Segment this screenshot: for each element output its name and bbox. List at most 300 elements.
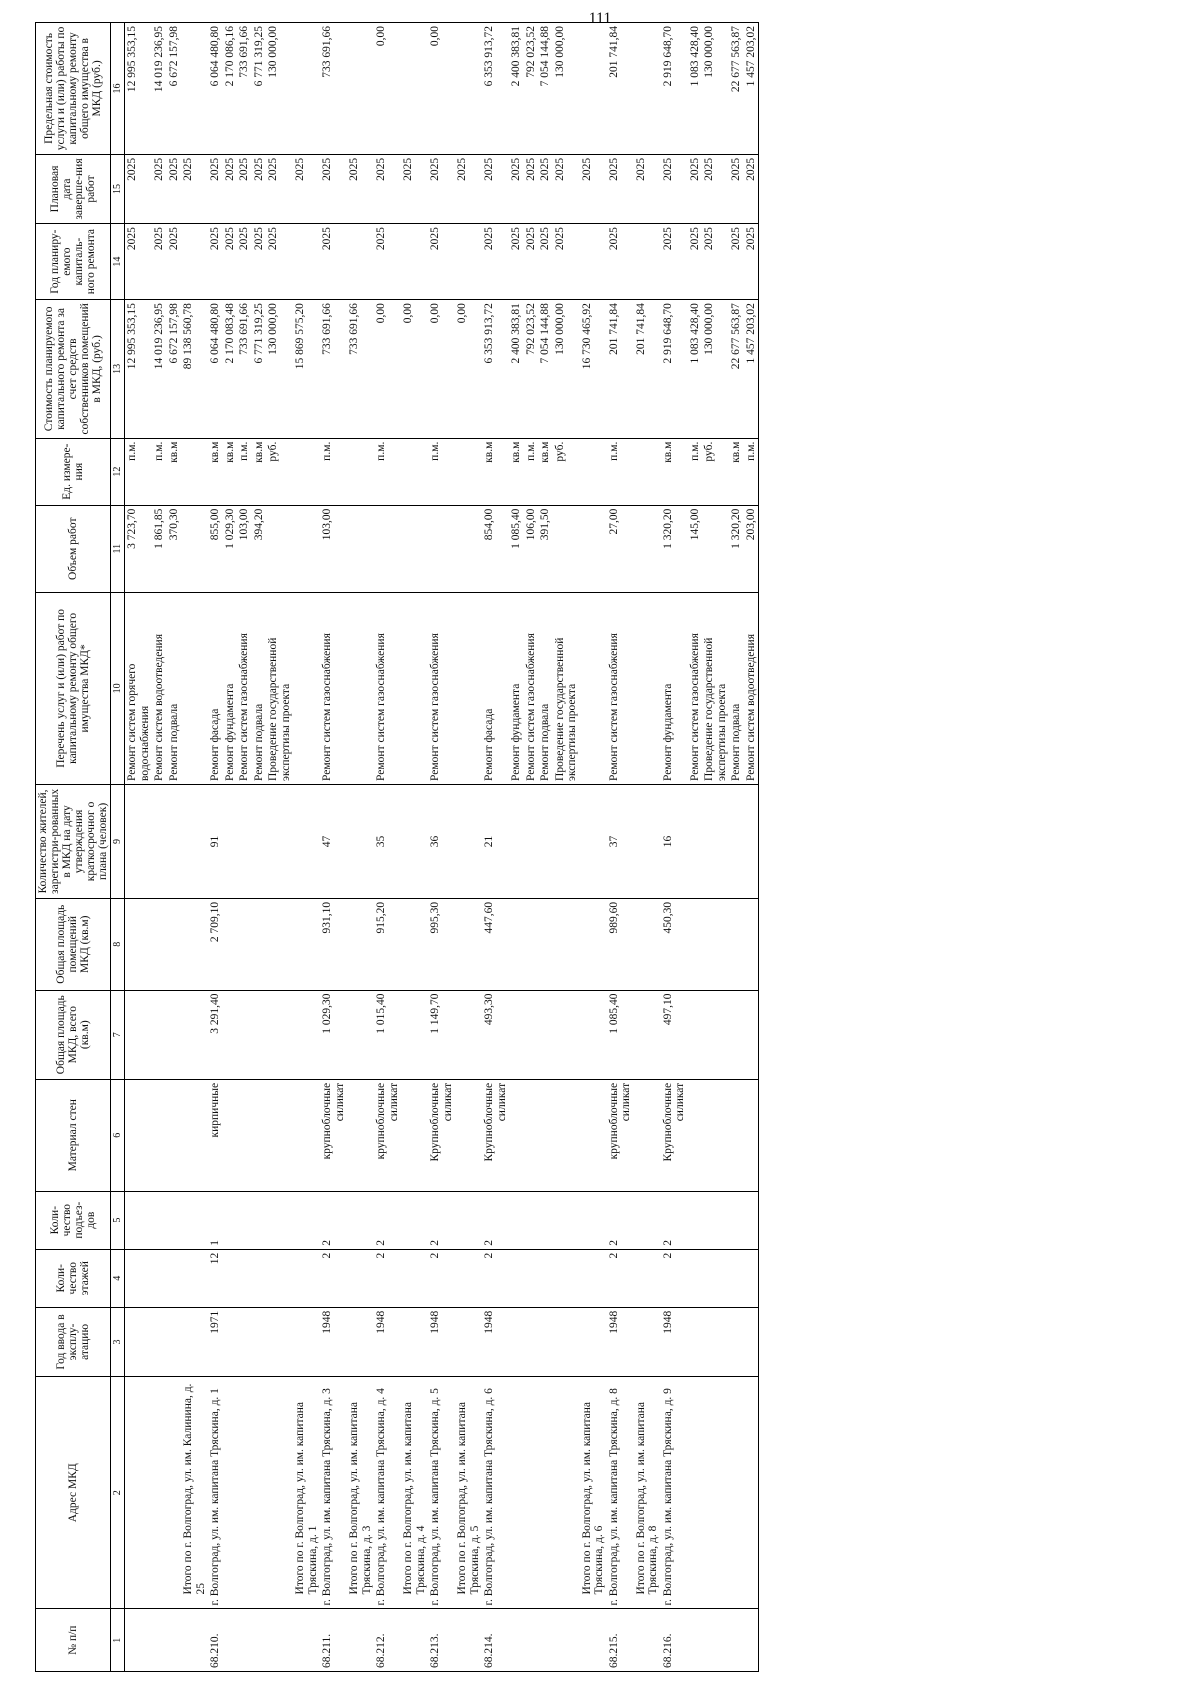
residents-cell: 21 bbox=[482, 784, 509, 898]
column-number: 5 bbox=[111, 1191, 125, 1249]
entrances-cell: 1 bbox=[208, 1191, 223, 1249]
table-row bbox=[729, 23, 744, 1672]
rooms-area-cell bbox=[729, 898, 744, 990]
entrances-cell: 2 bbox=[428, 1191, 455, 1249]
residents-cell: 36 bbox=[428, 784, 455, 898]
subtotal-row bbox=[347, 23, 374, 1672]
unit-cell: п.м. bbox=[744, 438, 759, 505]
volume-cell: 1 861,85 bbox=[152, 505, 167, 592]
column-number: 3 bbox=[111, 1307, 125, 1376]
unit-cell bbox=[181, 438, 208, 505]
rooms-area-cell bbox=[538, 898, 553, 990]
plan-year-cell bbox=[293, 224, 320, 300]
year-cell bbox=[223, 1307, 238, 1376]
max-cost-cell bbox=[580, 23, 607, 155]
wall-material-cell bbox=[688, 1079, 703, 1191]
volume-cell: 1 029,30 bbox=[223, 505, 238, 592]
works-cell bbox=[401, 592, 428, 784]
volume-cell: 854,00 bbox=[482, 505, 509, 592]
column-header: Адрес МКД bbox=[36, 1377, 111, 1609]
wall-material-cell bbox=[223, 1079, 238, 1191]
end-date-cell: 2025 bbox=[223, 154, 238, 223]
works-cell bbox=[455, 592, 482, 784]
entrances-cell bbox=[455, 1191, 482, 1249]
works-cell bbox=[293, 592, 320, 784]
plan-year-cell: 2025 bbox=[167, 224, 182, 300]
address-cell: г. Волгоград, ул. им. капитана Тряскина, д. 8 bbox=[607, 1377, 634, 1609]
entrances-cell bbox=[167, 1191, 182, 1249]
column-number: 13 bbox=[111, 300, 125, 439]
total-area-cell bbox=[538, 990, 553, 1079]
floors-cell: 2 bbox=[320, 1249, 347, 1307]
entrances-cell bbox=[223, 1191, 238, 1249]
floors-cell bbox=[181, 1249, 208, 1307]
cost-cell: 792 023,52 bbox=[524, 300, 539, 439]
works-cell: Ремонт систем водоотведения bbox=[152, 592, 167, 784]
wall-material-cell: крупноблочные силикат bbox=[374, 1079, 401, 1191]
floors-cell bbox=[729, 1249, 744, 1307]
residents-cell bbox=[553, 784, 580, 898]
volume-cell: 1 320,20 bbox=[729, 505, 744, 592]
plan-year-cell bbox=[181, 224, 208, 300]
volume-cell bbox=[374, 505, 401, 592]
address-cell bbox=[266, 1377, 293, 1609]
column-header: Коли-чество этажей bbox=[36, 1249, 111, 1307]
wall-material-cell bbox=[553, 1079, 580, 1191]
row-number bbox=[634, 1609, 661, 1672]
cost-cell: 0,00 bbox=[455, 300, 482, 439]
end-date-cell: 2025 bbox=[538, 154, 553, 223]
rooms-area-cell bbox=[688, 898, 703, 990]
plan-year-cell: 2025 bbox=[688, 224, 703, 300]
address-cell: г. Волгоград, ул. им. капитана Тряскина, д. 1 bbox=[208, 1377, 223, 1609]
floors-cell bbox=[152, 1249, 167, 1307]
cost-cell: 12 995 353,15 bbox=[125, 300, 153, 439]
unit-cell: п.м. bbox=[374, 438, 401, 505]
year-cell: 1971 bbox=[208, 1307, 223, 1376]
residents-cell bbox=[538, 784, 553, 898]
plan-year-cell: 2025 bbox=[374, 224, 401, 300]
column-header: № п/п bbox=[36, 1609, 111, 1672]
cost-cell: 2 400 383,81 bbox=[509, 300, 524, 439]
total-area-cell: 497,10 bbox=[661, 990, 688, 1079]
end-date-cell: 2025 bbox=[347, 154, 374, 223]
address-cell bbox=[152, 1377, 167, 1609]
unit-cell: кв.м bbox=[661, 438, 688, 505]
total-area-cell bbox=[152, 990, 167, 1079]
plan-year-cell: 2025 bbox=[223, 224, 238, 300]
table-row bbox=[482, 23, 509, 1672]
volume-cell: 106,00 bbox=[524, 505, 539, 592]
max-cost-cell bbox=[455, 23, 482, 155]
total-area-cell bbox=[553, 990, 580, 1079]
year-cell bbox=[237, 1307, 252, 1376]
max-cost-cell: 1 083 428,40 bbox=[688, 23, 703, 155]
address-cell bbox=[702, 1377, 729, 1609]
column-number: 4 bbox=[111, 1249, 125, 1307]
column-number: 15 bbox=[111, 154, 125, 223]
end-date-cell: 2025 bbox=[482, 154, 509, 223]
floors-cell bbox=[125, 1249, 153, 1307]
plan-year-cell bbox=[347, 224, 374, 300]
floors-cell bbox=[744, 1249, 759, 1307]
entrances-cell bbox=[634, 1191, 661, 1249]
floors-cell bbox=[237, 1249, 252, 1307]
end-date-cell: 2025 bbox=[455, 154, 482, 223]
wall-material-cell bbox=[266, 1079, 293, 1191]
cost-cell: 130 000,00 bbox=[553, 300, 580, 439]
address-cell bbox=[538, 1377, 553, 1609]
works-cell: Ремонт подвала bbox=[167, 592, 182, 784]
residents-cell bbox=[401, 784, 428, 898]
rooms-area-cell bbox=[167, 898, 182, 990]
plan-year-cell: 2025 bbox=[509, 224, 524, 300]
year-cell bbox=[347, 1307, 374, 1376]
end-date-cell: 2025 bbox=[401, 154, 428, 223]
entrances-cell: 2 bbox=[320, 1191, 347, 1249]
column-header: Общая площадь помещений МКД (кв.м) bbox=[36, 898, 111, 990]
column-header: Общая площадь МКД, всего (кв.м) bbox=[36, 990, 111, 1079]
volume-cell: 1 320,20 bbox=[661, 505, 688, 592]
max-cost-cell: 22 677 563,87 bbox=[729, 23, 744, 155]
address-cell bbox=[729, 1377, 744, 1609]
total-area-cell bbox=[455, 990, 482, 1079]
table-row bbox=[702, 23, 729, 1672]
column-header: Коли-чество подъез-дов bbox=[36, 1191, 111, 1249]
max-cost-cell: 6 353 913,72 bbox=[482, 23, 509, 155]
works-cell: Ремонт фундамента bbox=[661, 592, 688, 784]
row-number bbox=[702, 1609, 729, 1672]
year-cell bbox=[252, 1307, 267, 1376]
row-number bbox=[152, 1609, 167, 1672]
total-area-cell bbox=[580, 990, 607, 1079]
rooms-area-cell bbox=[580, 898, 607, 990]
end-date-cell: 2025 bbox=[661, 154, 688, 223]
total-area-cell bbox=[293, 990, 320, 1079]
residents-cell bbox=[181, 784, 208, 898]
year-cell bbox=[729, 1307, 744, 1376]
row-number bbox=[181, 1609, 208, 1672]
works-cell: Ремонт систем горячего водоснабжения bbox=[125, 592, 153, 784]
entrances-cell: 2 bbox=[374, 1191, 401, 1249]
cost-cell: 22 677 563,87 bbox=[729, 300, 744, 439]
total-area-cell bbox=[125, 990, 153, 1079]
end-date-cell: 2025 bbox=[634, 154, 661, 223]
plan-year-cell: 2025 bbox=[320, 224, 347, 300]
works-cell: Проведение государственной экспертизы проекта bbox=[266, 592, 293, 784]
entrances-cell bbox=[125, 1191, 153, 1249]
volume-cell: 103,00 bbox=[320, 505, 347, 592]
year-cell bbox=[580, 1307, 607, 1376]
unit-cell: п.м. bbox=[524, 438, 539, 505]
address-cell: Итого по г. Волгоград, ул. им. Калинина, д. 25 bbox=[181, 1377, 208, 1609]
year-cell: 1948 bbox=[661, 1307, 688, 1376]
works-cell: Ремонт подвала bbox=[252, 592, 267, 784]
works-cell: Ремонт фасада bbox=[208, 592, 223, 784]
row-number bbox=[688, 1609, 703, 1672]
plan-year-cell: 2025 bbox=[661, 224, 688, 300]
end-date-cell: 2025 bbox=[293, 154, 320, 223]
total-area-cell bbox=[729, 990, 744, 1079]
wall-material-cell bbox=[729, 1079, 744, 1191]
unit-cell: кв.м bbox=[482, 438, 509, 505]
end-date-cell: 2025 bbox=[125, 154, 153, 223]
end-date-cell: 2025 bbox=[509, 154, 524, 223]
total-area-cell bbox=[744, 990, 759, 1079]
volume-cell bbox=[181, 505, 208, 592]
residents-cell bbox=[580, 784, 607, 898]
table-row bbox=[208, 23, 223, 1672]
entrances-cell bbox=[293, 1191, 320, 1249]
entrances-cell bbox=[252, 1191, 267, 1249]
cost-cell: 733 691,66 bbox=[347, 300, 374, 439]
total-area-cell bbox=[524, 990, 539, 1079]
row-number bbox=[401, 1609, 428, 1672]
address-cell: Итого по г. Волгоград, ул. им. капитана Тряскина, д. 8 bbox=[634, 1377, 661, 1609]
unit-cell: кв.м bbox=[509, 438, 524, 505]
cost-cell: 733 691,66 bbox=[320, 300, 347, 439]
header-row bbox=[36, 23, 111, 1672]
cost-cell: 6 064 480,80 bbox=[208, 300, 223, 439]
total-area-cell bbox=[509, 990, 524, 1079]
rooms-area-cell bbox=[744, 898, 759, 990]
rooms-area-cell bbox=[293, 898, 320, 990]
row-number bbox=[524, 1609, 539, 1672]
wall-material-cell bbox=[167, 1079, 182, 1191]
entrances-cell bbox=[580, 1191, 607, 1249]
total-area-cell: 1 015,40 bbox=[374, 990, 401, 1079]
page-number: 111 bbox=[588, 10, 612, 27]
table-row bbox=[509, 23, 524, 1672]
plan-year-cell: 2025 bbox=[553, 224, 580, 300]
plan-year-cell: 2025 bbox=[428, 224, 455, 300]
year-cell bbox=[125, 1307, 153, 1376]
total-area-cell: 3 291,40 bbox=[208, 990, 223, 1079]
works-cell: Ремонт систем газоснабжения bbox=[320, 592, 347, 784]
rooms-area-cell bbox=[455, 898, 482, 990]
volume-cell: 27,00 bbox=[607, 505, 634, 592]
entrances-cell bbox=[237, 1191, 252, 1249]
total-area-cell bbox=[167, 990, 182, 1079]
entrances-cell bbox=[401, 1191, 428, 1249]
plan-year-cell bbox=[455, 224, 482, 300]
cost-cell: 201 741,84 bbox=[634, 300, 661, 439]
volume-cell: 394,20 bbox=[252, 505, 267, 592]
rooms-area-cell: 2 709,10 bbox=[208, 898, 223, 990]
max-cost-cell: 733 691,66 bbox=[237, 23, 252, 155]
row-number bbox=[744, 1609, 759, 1672]
entrances-cell bbox=[181, 1191, 208, 1249]
floors-cell: 2 bbox=[482, 1249, 509, 1307]
residents-cell: 91 bbox=[208, 784, 223, 898]
end-date-cell: 2025 bbox=[553, 154, 580, 223]
floors-cell bbox=[538, 1249, 553, 1307]
row-number: 68.210. bbox=[208, 1609, 223, 1672]
residents-cell bbox=[252, 784, 267, 898]
unit-cell: кв.м bbox=[223, 438, 238, 505]
volume-cell bbox=[580, 505, 607, 592]
max-cost-cell: 6 064 480,80 bbox=[208, 23, 223, 155]
wall-material-cell bbox=[524, 1079, 539, 1191]
residents-cell bbox=[509, 784, 524, 898]
entrances-cell bbox=[688, 1191, 703, 1249]
plan-year-cell: 2025 bbox=[702, 224, 729, 300]
rotated-table-container bbox=[35, 22, 1195, 1672]
max-cost-cell: 14 019 236,95 bbox=[152, 23, 167, 155]
wall-material-cell bbox=[744, 1079, 759, 1191]
row-number bbox=[347, 1609, 374, 1672]
unit-cell: руб. bbox=[702, 438, 729, 505]
unit-cell: кв.м bbox=[252, 438, 267, 505]
residents-cell bbox=[223, 784, 238, 898]
end-date-cell: 2025 bbox=[167, 154, 182, 223]
volume-cell bbox=[347, 505, 374, 592]
wall-material-cell: кирпичные bbox=[208, 1079, 223, 1191]
rooms-area-cell bbox=[401, 898, 428, 990]
works-cell bbox=[181, 592, 208, 784]
total-area-cell bbox=[237, 990, 252, 1079]
residents-cell bbox=[702, 784, 729, 898]
unit-cell bbox=[455, 438, 482, 505]
floors-cell: 2 bbox=[374, 1249, 401, 1307]
floors-cell bbox=[347, 1249, 374, 1307]
max-cost-cell: 1 457 203,02 bbox=[744, 23, 759, 155]
year-cell bbox=[702, 1307, 729, 1376]
row-number bbox=[223, 1609, 238, 1672]
row-number: 68.213. bbox=[428, 1609, 455, 1672]
total-area-cell bbox=[634, 990, 661, 1079]
table-row bbox=[661, 23, 688, 1672]
entrances-cell: 2 bbox=[661, 1191, 688, 1249]
residents-cell: 16 bbox=[661, 784, 688, 898]
rooms-area-cell bbox=[237, 898, 252, 990]
total-area-cell: 1 029,30 bbox=[320, 990, 347, 1079]
wall-material-cell bbox=[634, 1079, 661, 1191]
works-cell: Проведение государственной экспертизы проекта bbox=[702, 592, 729, 784]
max-cost-cell: 2 919 648,70 bbox=[661, 23, 688, 155]
rooms-area-cell bbox=[702, 898, 729, 990]
volume-cell: 145,00 bbox=[688, 505, 703, 592]
floors-cell bbox=[401, 1249, 428, 1307]
row-number bbox=[293, 1609, 320, 1672]
unit-cell: кв.м bbox=[167, 438, 182, 505]
unit-cell: п.м. bbox=[688, 438, 703, 505]
total-area-cell bbox=[688, 990, 703, 1079]
floors-cell: 2 bbox=[428, 1249, 455, 1307]
table-body bbox=[125, 23, 759, 1672]
end-date-cell: 2025 bbox=[428, 154, 455, 223]
table-row bbox=[266, 23, 293, 1672]
volume-cell: 1 085,40 bbox=[509, 505, 524, 592]
entrances-cell bbox=[347, 1191, 374, 1249]
column-number: 2 bbox=[111, 1377, 125, 1609]
cost-cell: 15 869 575,20 bbox=[293, 300, 320, 439]
address-cell: Итого по г. Волгоград, ул. им. капитана Тряскина, д. 6 bbox=[580, 1377, 607, 1609]
year-cell bbox=[167, 1307, 182, 1376]
wall-material-cell: крупноблочные силикат bbox=[320, 1079, 347, 1191]
plan-year-cell: 2025 bbox=[524, 224, 539, 300]
wall-material-cell: Крупноблочные силикат bbox=[428, 1079, 455, 1191]
address-cell: г. Волгоград, ул. им. капитана Тряскина, д. 5 bbox=[428, 1377, 455, 1609]
residents-cell bbox=[237, 784, 252, 898]
residents-cell bbox=[524, 784, 539, 898]
rooms-area-cell bbox=[152, 898, 167, 990]
row-number bbox=[125, 1609, 153, 1672]
unit-cell: руб. bbox=[553, 438, 580, 505]
row-number: 68.211. bbox=[320, 1609, 347, 1672]
works-cell bbox=[580, 592, 607, 784]
year-cell bbox=[152, 1307, 167, 1376]
table-row bbox=[125, 23, 153, 1672]
column-number: 10 bbox=[111, 592, 125, 784]
cost-cell: 733 691,66 bbox=[237, 300, 252, 439]
cost-cell: 0,00 bbox=[428, 300, 455, 439]
residents-cell: 35 bbox=[374, 784, 401, 898]
table-row bbox=[607, 23, 634, 1672]
total-area-cell: 1 149,70 bbox=[428, 990, 455, 1079]
max-cost-cell: 130 000,00 bbox=[266, 23, 293, 155]
rooms-area-cell bbox=[181, 898, 208, 990]
column-number: 6 bbox=[111, 1079, 125, 1191]
rooms-area-cell: 989,60 bbox=[607, 898, 634, 990]
floors-cell bbox=[167, 1249, 182, 1307]
row-number bbox=[237, 1609, 252, 1672]
end-date-cell: 2025 bbox=[729, 154, 744, 223]
year-cell bbox=[509, 1307, 524, 1376]
rooms-area-cell bbox=[125, 898, 153, 990]
floors-cell bbox=[455, 1249, 482, 1307]
total-area-cell bbox=[347, 990, 374, 1079]
year-cell bbox=[634, 1307, 661, 1376]
entrances-cell bbox=[702, 1191, 729, 1249]
plan-year-cell: 2025 bbox=[252, 224, 267, 300]
address-cell bbox=[688, 1377, 703, 1609]
floors-cell bbox=[688, 1249, 703, 1307]
works-cell: Ремонт систем газоснабжения bbox=[428, 592, 455, 784]
works-cell: Ремонт систем газоснабжения bbox=[237, 592, 252, 784]
rooms-area-cell bbox=[252, 898, 267, 990]
row-number bbox=[167, 1609, 182, 1672]
residents-cell bbox=[729, 784, 744, 898]
wall-material-cell bbox=[293, 1079, 320, 1191]
total-area-cell bbox=[181, 990, 208, 1079]
address-cell: Итого по г. Волгоград, ул. им. капитана Тряскина, д. 5 bbox=[455, 1377, 482, 1609]
entrances-cell bbox=[553, 1191, 580, 1249]
wall-material-cell bbox=[401, 1079, 428, 1191]
total-area-cell bbox=[702, 990, 729, 1079]
entrances-cell bbox=[266, 1191, 293, 1249]
column-header: Перечень услуг и (или) работ по капитальному ремонту общего имущества МКД* bbox=[36, 592, 111, 784]
floors-cell bbox=[223, 1249, 238, 1307]
max-cost-cell bbox=[181, 23, 208, 155]
wall-material-cell bbox=[580, 1079, 607, 1191]
address-cell bbox=[524, 1377, 539, 1609]
total-area-cell bbox=[223, 990, 238, 1079]
unit-cell bbox=[293, 438, 320, 505]
year-cell bbox=[293, 1307, 320, 1376]
address-cell bbox=[509, 1377, 524, 1609]
address-cell: г. Волгоград, ул. им. капитана Тряскина, д. 9 bbox=[661, 1377, 688, 1609]
address-cell bbox=[237, 1377, 252, 1609]
address-cell: г. Волгоград, ул. им. капитана Тряскина, д. 4 bbox=[374, 1377, 401, 1609]
end-date-cell: 2025 bbox=[702, 154, 729, 223]
works-cell: Ремонт фундамента bbox=[509, 592, 524, 784]
end-date-cell: 2025 bbox=[266, 154, 293, 223]
address-cell: Итого по г. Волгоград, ул. им. капитана Тряскина, д. 1 bbox=[293, 1377, 320, 1609]
plan-year-cell: 2025 bbox=[208, 224, 223, 300]
max-cost-cell: 130 000,00 bbox=[702, 23, 729, 155]
works-cell: Ремонт фасада bbox=[482, 592, 509, 784]
